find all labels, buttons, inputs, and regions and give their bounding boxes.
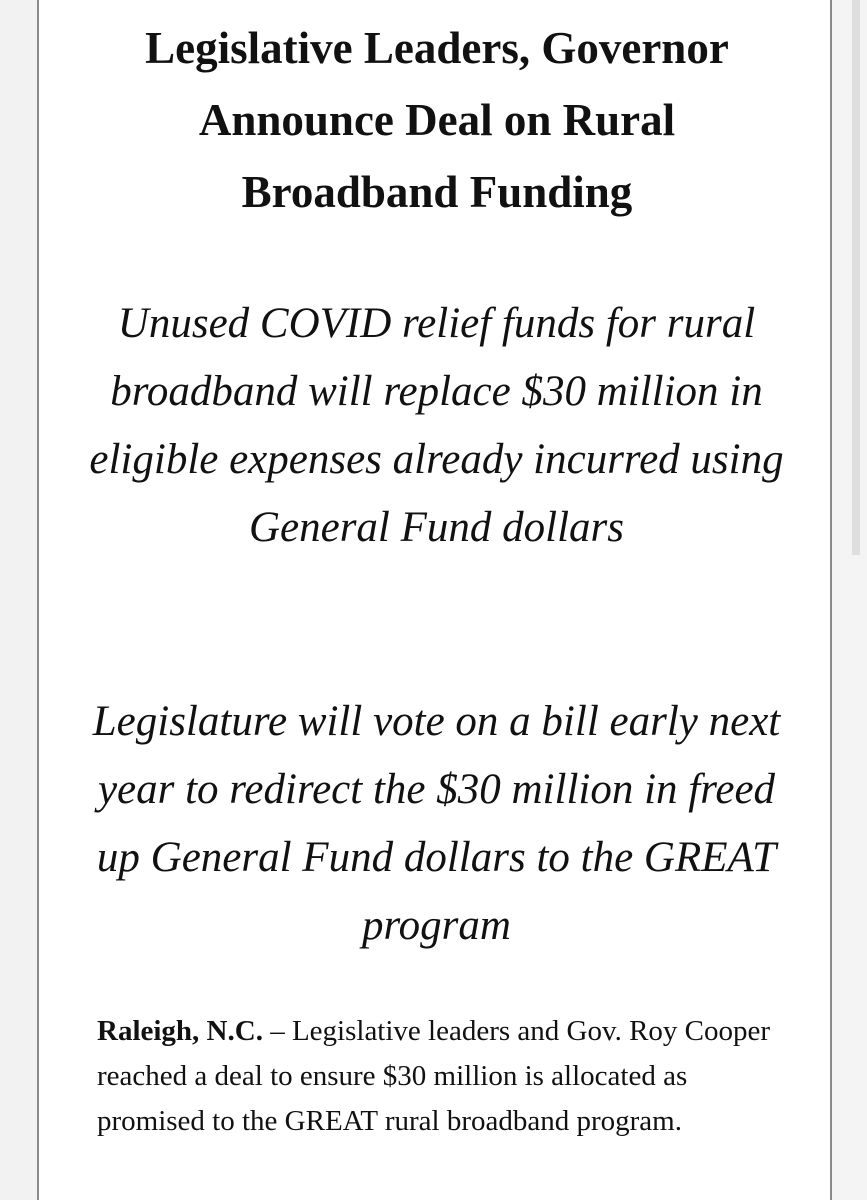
subhead-covid-funds: Unused COVID relief funds for rural broadband will replace $30 million in eligible expenses already incurred using General Fund dollars [89,300,784,551]
headline: Legislative Leaders, Governor Announce Deal on Rural Broadband Funding [145,23,729,217]
lead-paragraph-text: Legislative leaders and Gov. Roy Cooper reached a deal to ensure $30 million is allocated as promised to the GREAT rural broadband program. [97,1015,771,1137]
subhead-legislature-vote: Legislature will vote on a bill early next year to redirect the $30 million in freed up General Fund dollars to the GREAT program [92,698,781,949]
dateline-separator: – [262,1015,292,1047]
dateline: Raleigh, N.C. [97,1015,263,1047]
page-margin [832,0,867,1200]
press-release [39,0,830,1200]
document-page [37,0,832,1200]
scroll-indicator [852,0,860,555]
lead-paragraph [97,1009,777,1144]
